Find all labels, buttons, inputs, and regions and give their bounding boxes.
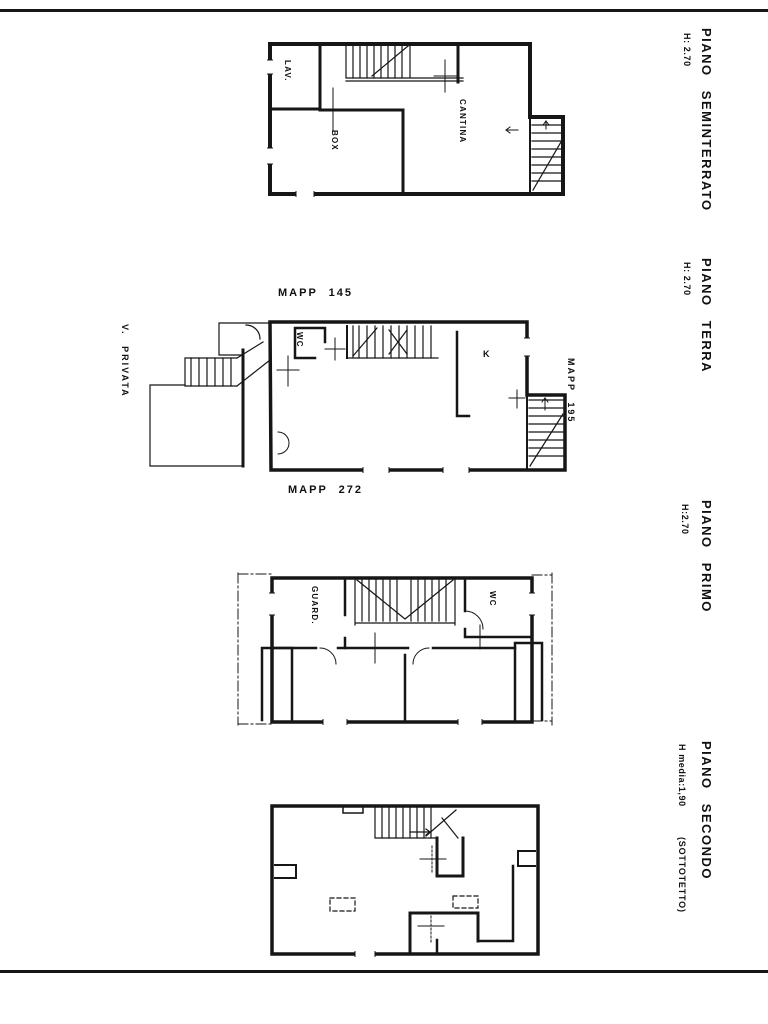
floor-title-secondo: PIANO SECONDO bbox=[699, 741, 714, 881]
section-marks bbox=[277, 338, 525, 408]
room-label-cantina: CANTINA bbox=[458, 99, 467, 144]
floor-height-primo: H:2.70 bbox=[680, 504, 690, 535]
floor-title-primo: PIANO PRIMO bbox=[699, 500, 714, 613]
scan-border-top bbox=[0, 9, 768, 12]
floor-plan-drawing-secondo bbox=[260, 796, 550, 964]
scan-border-bottom bbox=[0, 970, 768, 973]
outer-walls bbox=[272, 806, 538, 954]
interior-walls bbox=[270, 44, 458, 194]
interior-walls bbox=[272, 578, 532, 722]
floor-height-terra: H: 2.70 bbox=[682, 262, 692, 296]
external-stair-right bbox=[527, 395, 563, 470]
room-label-guard: GUARD. bbox=[310, 586, 319, 625]
floor-plan-drawing-seminterrato bbox=[256, 30, 568, 205]
floor-title-seminterrato: PIANO SEMINTERRATO bbox=[699, 28, 714, 212]
left-balcony bbox=[262, 648, 292, 720]
window-openings bbox=[269, 593, 535, 725]
stair-room bbox=[437, 838, 463, 876]
plan-secondo bbox=[260, 796, 550, 964]
outer-walls bbox=[270, 44, 563, 194]
map-label-right: MAPP 195 bbox=[566, 358, 576, 424]
floor-height-seminterrato: H: 2.70 bbox=[682, 33, 692, 67]
window-openings bbox=[355, 951, 375, 957]
kitchen-partition bbox=[457, 332, 469, 416]
floor-title-terra: PIANO TERRA bbox=[699, 258, 714, 374]
plan-primo bbox=[228, 563, 563, 743]
floor-subtitle-sottotetto: (SOTTOTETTO) bbox=[677, 837, 687, 913]
map-label-top: MAPP 145 bbox=[278, 287, 353, 299]
staircase bbox=[375, 808, 458, 838]
room-label-kitchen: K bbox=[483, 349, 491, 359]
external-stair bbox=[506, 117, 561, 194]
room-label-box: BOX bbox=[330, 130, 339, 151]
staircase bbox=[355, 578, 455, 625]
bath-room bbox=[410, 913, 478, 953]
right-corridor-wall bbox=[478, 866, 513, 941]
section-marks bbox=[418, 846, 446, 942]
window-openings bbox=[267, 60, 314, 197]
street-label-v-privata: V. PRIVATA bbox=[120, 324, 130, 398]
outer-walls bbox=[272, 578, 532, 722]
right-niche bbox=[518, 851, 535, 866]
section-marks bbox=[322, 60, 456, 130]
room-label-wc-terra: WC bbox=[295, 332, 304, 348]
floor-plan-drawing-terra bbox=[113, 298, 588, 498]
map-label-bottom: MAPP 272 bbox=[288, 484, 363, 496]
plan-terra bbox=[113, 298, 588, 498]
section-marks bbox=[364, 625, 492, 663]
room-label-lav: LAV. bbox=[283, 60, 292, 82]
floor-plan-drawing-primo bbox=[228, 563, 563, 743]
door-arc bbox=[278, 432, 289, 454]
room-label-wc-primo: WC bbox=[488, 591, 497, 607]
plan-seminterrato bbox=[256, 30, 568, 205]
floor-height-secondo: H media:1,90 bbox=[677, 744, 687, 807]
courtyard bbox=[150, 385, 241, 466]
right-balcony bbox=[515, 643, 542, 720]
wc-room bbox=[295, 326, 347, 358]
roof-window-dashed bbox=[330, 896, 478, 911]
staircase bbox=[347, 326, 438, 358]
left-niche bbox=[275, 865, 296, 878]
external-stair-left bbox=[185, 342, 270, 386]
